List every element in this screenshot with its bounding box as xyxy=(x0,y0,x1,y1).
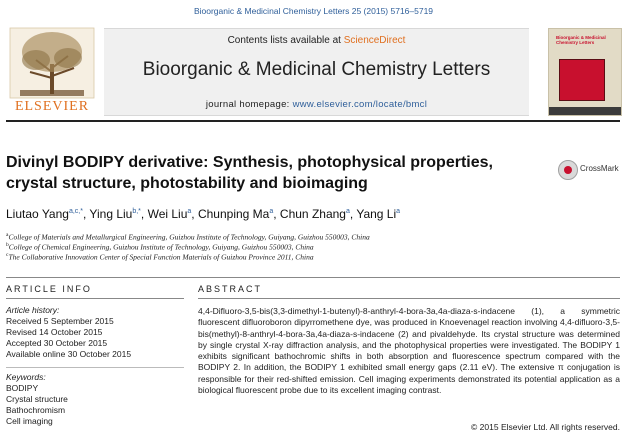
author-sup: a xyxy=(269,208,274,215)
history-item: Accepted 30 October 2015 xyxy=(6,338,108,348)
author[interactable]: Chun Zhang xyxy=(279,207,346,221)
header-divider xyxy=(6,120,620,122)
crossmark-icon[interactable] xyxy=(558,160,578,180)
keyword: Crystal structure xyxy=(6,394,68,404)
history-label: Article history: xyxy=(6,305,60,315)
title-line-1: Divinyl BODIPY derivative: Synthesis, photophysical properties, xyxy=(6,154,493,171)
history-item: Available online 30 October 2015 xyxy=(6,349,132,359)
keywords-divider xyxy=(6,367,184,368)
article-info-divider xyxy=(6,298,184,299)
article-info-heading: ARTICLE INFO xyxy=(6,284,92,294)
keyword: Cell imaging xyxy=(6,416,53,426)
keyword: BODIPY xyxy=(6,383,39,393)
affiliation-sup: a xyxy=(6,232,9,238)
author-sup: a xyxy=(345,208,350,215)
journal-title: Bioorganic & Medicinal Chemistry Letters xyxy=(142,59,491,80)
contents-prefix: Contents lists available at xyxy=(227,35,344,46)
author-sup: a xyxy=(396,208,401,215)
running-head: Bioorganic & Medicinal Chemistry Letters 25 (2015) 5716–5719 xyxy=(193,6,434,16)
abstract-heading: ABSTRACT xyxy=(198,284,263,294)
publisher-wordmark: ELSEVIER xyxy=(14,99,90,114)
author-list: Liutao Yang$^{a,c,*}$, Ying Liu$^{b,*}$, Wei Liu$^a$, Chunping Ma$^a$, Chun Zhang$^a$, Yang Li$^a$ xyxy=(6,207,401,221)
cover-title: Bioorganic & Medicinal Chemistry Letters xyxy=(556,35,606,45)
affiliation-sup: c xyxy=(6,252,9,258)
abstract-divider xyxy=(198,298,620,299)
copyright-notice: © 2015 Elsevier Ltd. All rights reserved. xyxy=(471,422,620,432)
journal-masthead xyxy=(104,28,529,116)
author[interactable]: Yang Li xyxy=(356,207,397,221)
journal-homepage-line xyxy=(104,99,529,110)
author-sup: a,c,* xyxy=(68,208,83,215)
affiliation-text: College of Materials and Metallurgical Engineering, Guizhou Institute of Technology, Guiyang, Guizhou 550003, China xyxy=(8,232,370,242)
author-sup: a xyxy=(187,208,192,215)
affiliation-sup: b xyxy=(6,242,9,248)
author[interactable]: Wei Liu xyxy=(147,207,188,221)
section-divider xyxy=(6,277,620,278)
cover-image xyxy=(559,59,605,101)
affiliation xyxy=(6,252,314,262)
affiliation xyxy=(6,232,370,242)
author[interactable]: Chunping Ma xyxy=(197,207,270,221)
crossmark-label[interactable]: CrossMark xyxy=(580,164,619,173)
sciencedirect-link[interactable]: ScienceDirect xyxy=(343,35,406,46)
history-item: Received 5 September 2015 xyxy=(6,316,114,326)
affiliation-text: College of Chemical Engineering, Guizhou Institute of Technology, Guiyang, Guizhou 550003, China xyxy=(8,242,314,252)
abstract-text: 4,4-Difluoro-3,5-bis(3,3-dimethyl-1-butenyl)-8-anthryl-4-bora-3a,4a-diaza-s-indacene (1), a symmetric fluorescent difluoroboron dipyrromethene dye, was produced in Knoevenagel reaction involving 4,4-difluoro-3,5-bis(methyl)-8-anthryl-4-bora-3a,4a-diaza-s-indacene (2) and pivaldehyde. Its crystal structure was determined by single crystal X-ray diffraction analysis, and the photophysical properties were investigated. The BODIPY 1 exhibits significant bathochromic shifts in both absorption and fluorescence spectrum compared with the BODIPY 2. In addition, the BODIPY 1 exhibited small energy gaps (2.11 eV). The extensive π conjugation is responsible for their red-shifted emission. Cell imaging experiments demonstrated its potential application as a biological fluorescent probe due to its excellent imaging contrast. xyxy=(198,306,620,396)
keywords-label: Keywords: xyxy=(6,372,46,382)
author-sup: b,* xyxy=(132,208,141,215)
title-line-2: crystal structure, photostability and bioimaging xyxy=(6,175,368,192)
homepage-link[interactable]: www.elsevier.com/locate/bmcl xyxy=(292,99,428,110)
journal-cover-thumbnail xyxy=(548,28,622,116)
affiliation-text: The Collaborative Innovation Center of Special Function Materials of Guizhou Province 2011, China xyxy=(8,252,314,262)
author[interactable]: Ying Liu xyxy=(89,207,133,221)
contents-line xyxy=(104,35,529,46)
cover-band xyxy=(549,107,621,115)
homepage-prefix: journal homepage: xyxy=(205,99,293,110)
affiliation xyxy=(6,242,314,252)
author[interactable]: Liutao Yang xyxy=(6,207,69,221)
keyword: Bathochromism xyxy=(6,405,66,415)
article-title xyxy=(6,152,536,194)
history-item: Revised 14 October 2015 xyxy=(6,327,103,337)
